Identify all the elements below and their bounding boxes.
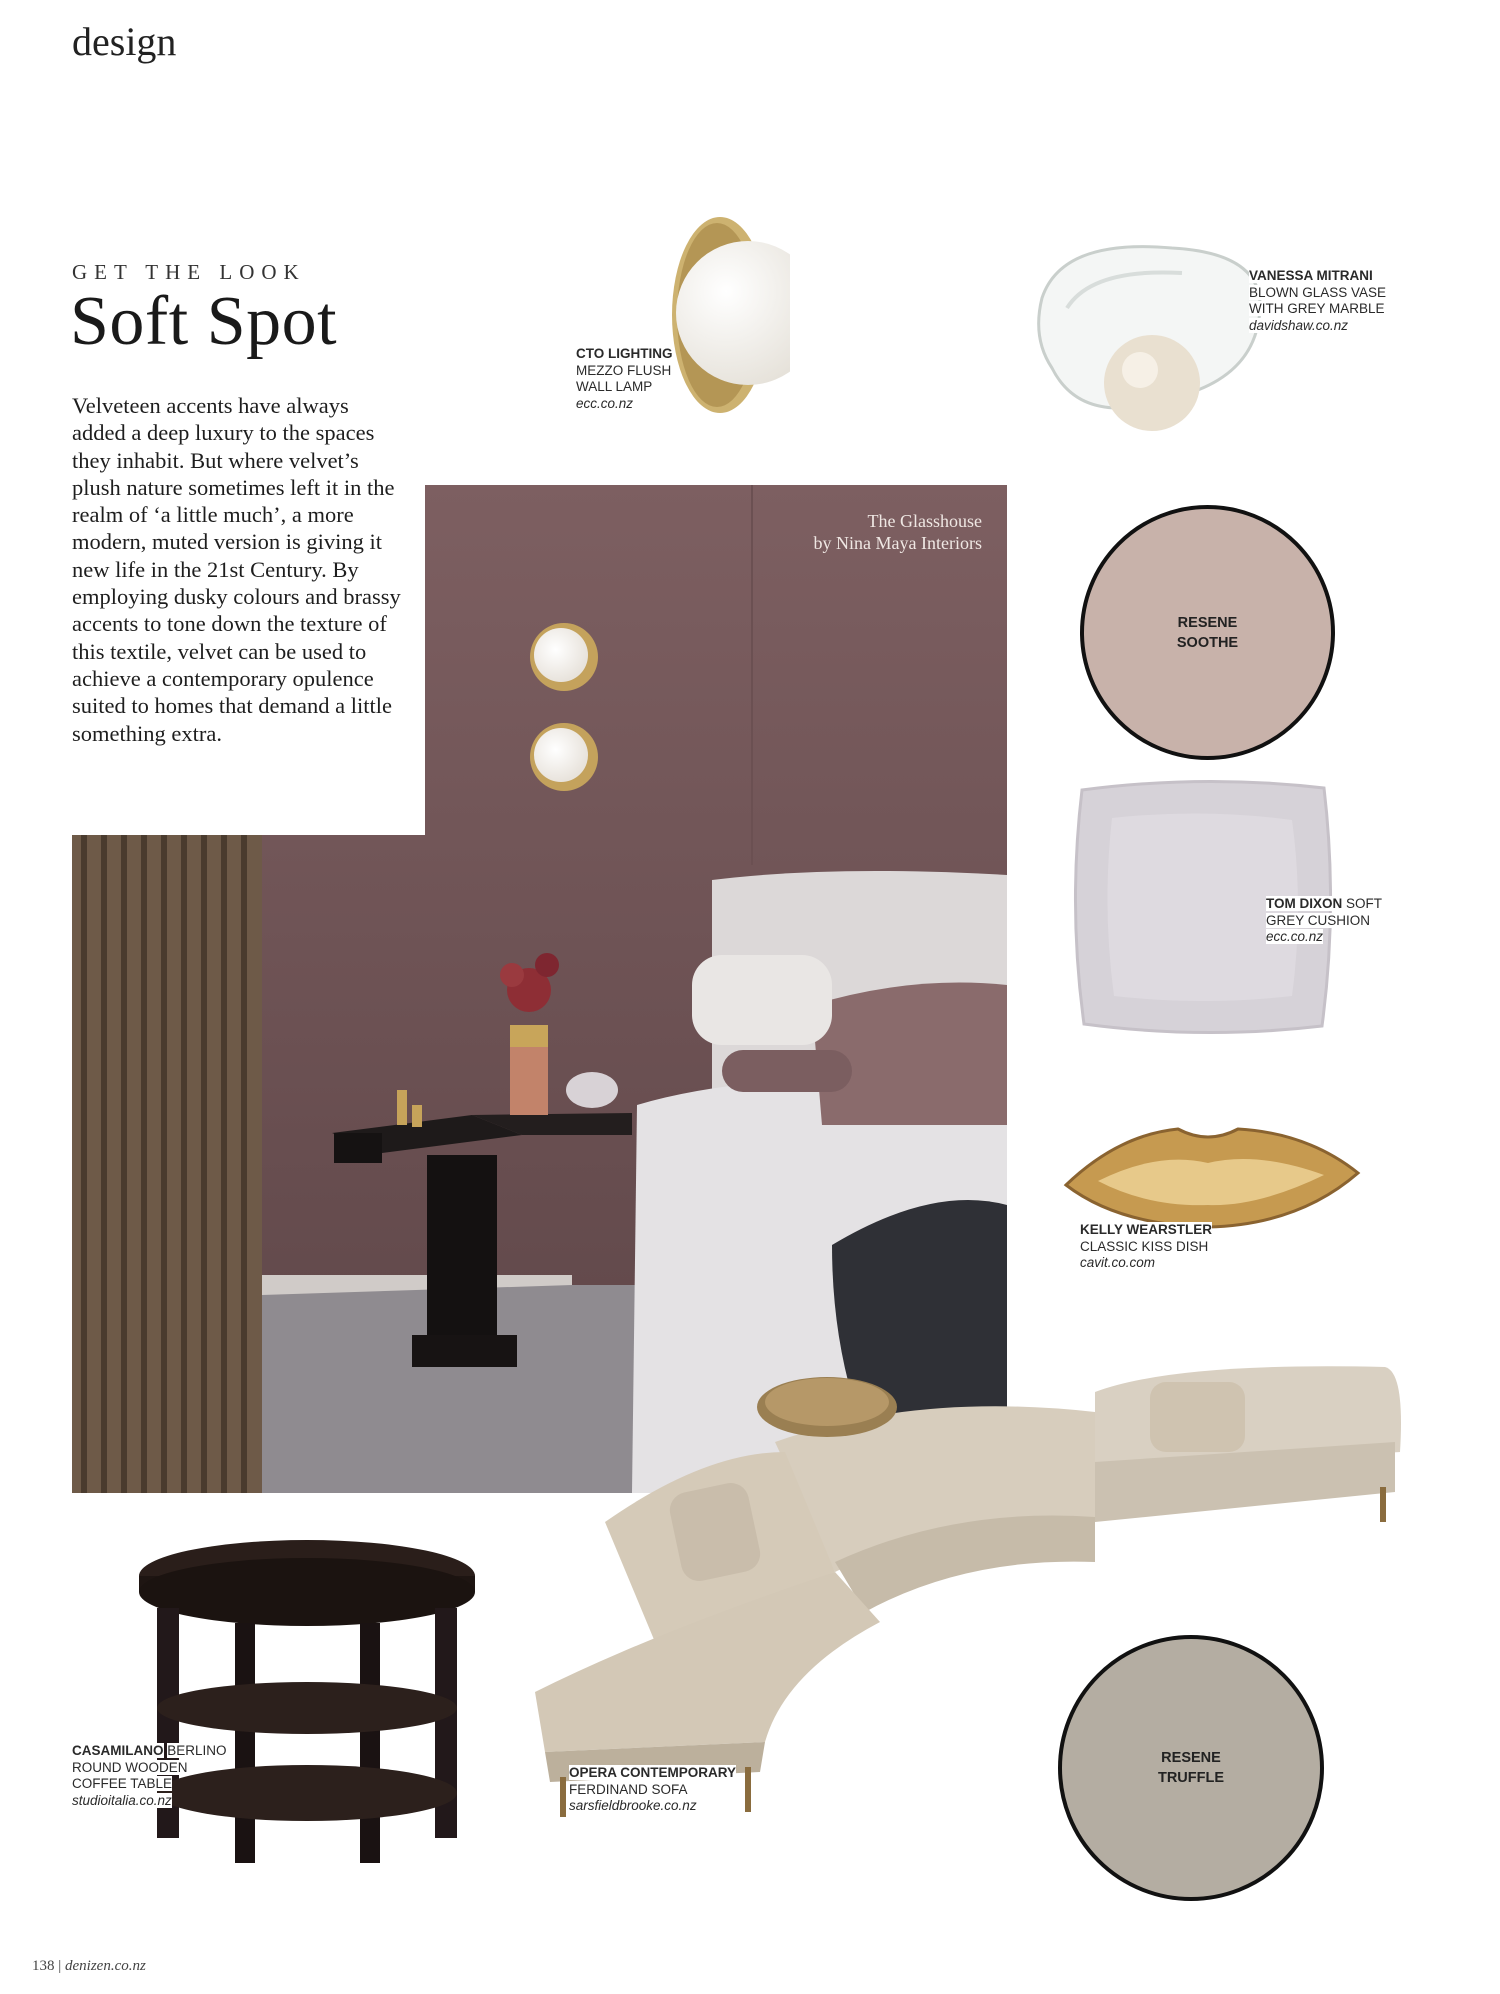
credit-brand: VANESSA MITRANI [1249,268,1373,283]
paint-swatch-resene-soothe [1080,505,1335,760]
wall-lamp-lower [530,723,598,791]
credit-line: BERLINO [167,1743,227,1758]
photo-caption-line2: by Nina Maya Interiors [813,533,982,553]
credit-brand: CTO LIGHTING [576,346,673,361]
credit-line: FERDINAND SOFA [569,1781,688,1797]
credit-brand: TOM DIXON [1266,896,1343,911]
wall-lamp-upper [530,623,598,691]
credit-vanessa-mitrani [1249,268,1386,334]
site-url: denizen.co.nz [65,1958,146,1974]
swatch-brand: RESENE [1177,614,1238,631]
credit-line: CLASSIC KISS DISH [1080,1238,1209,1254]
credit-url: davidshaw.co.nz [1249,317,1349,333]
intro-body: Velveteen accents have always added a deep luxury to the spaces they inhabit. But where velvet’s plush nature sometimes left it in the realm of ‘a little much’, a more modern, muted version is giving it new life in the 21st Century. By employing dusky colours and brassy accents to tone down the texture of this textile, velvet can be used to achieve a contemporary opulence suited to homes that demand a little something extra. [72,393,401,746]
credit-line: COFFEE TABLE [72,1776,173,1791]
credit-url: sarsfieldbrooke.co.nz [569,1798,697,1813]
page-number: 138 [32,1958,55,1974]
credit-url: cavit.co.com [1080,1255,1156,1270]
credit-brand: OPERA CONTEMPORARY [569,1765,737,1780]
credit-line: MEZZO FLUSH [576,362,672,378]
credit-line: WITH GREY MARBLE [1249,301,1385,316]
credit-url: ecc.co.nz [1266,929,1324,944]
swatch-color-name: TRUFFLE [1157,1770,1225,1786]
page-title: Soft Spot [70,283,338,360]
credit-brand: KELLY WEARSTLER [1080,1222,1213,1237]
credit-cto-lighting [576,346,673,412]
wall-lamp-product [660,215,790,415]
credit-url: studioitalia.co.nz [72,1792,172,1808]
photo-caption-line1: The Glasshouse [867,511,982,531]
kicker: GET THE LOOK [72,260,306,284]
section-label: design [72,19,177,64]
credit-url: ecc.co.nz [576,395,634,411]
credit-opera-contemporary [569,1765,736,1815]
credit-brand: CASAMILANO [72,1743,164,1758]
swatch-brand: RESENE [1161,1750,1221,1766]
swatch-color-name: SOOTHE [1176,634,1239,651]
credit-casamilano [72,1743,227,1809]
page-footer: 138 | denizen.co.nz [32,1958,146,1974]
credit-tom-dixon [1266,896,1382,946]
kiss-dish-product [1058,1115,1364,1235]
credit-line: ROUND WOODEN [72,1759,188,1775]
credit-line: SOFT [1346,896,1383,911]
credit-line: WALL LAMP [576,379,653,394]
glass-vase-product [1022,228,1272,438]
paint-swatch-resene-truffle [1058,1635,1324,1901]
credit-line: BLOWN GLASS VASE [1249,284,1387,300]
round-coffee-table-product [135,1538,480,1876]
credit-line: GREY CUSHION [1266,912,1371,928]
credit-kelly-wearstler [1080,1222,1212,1272]
